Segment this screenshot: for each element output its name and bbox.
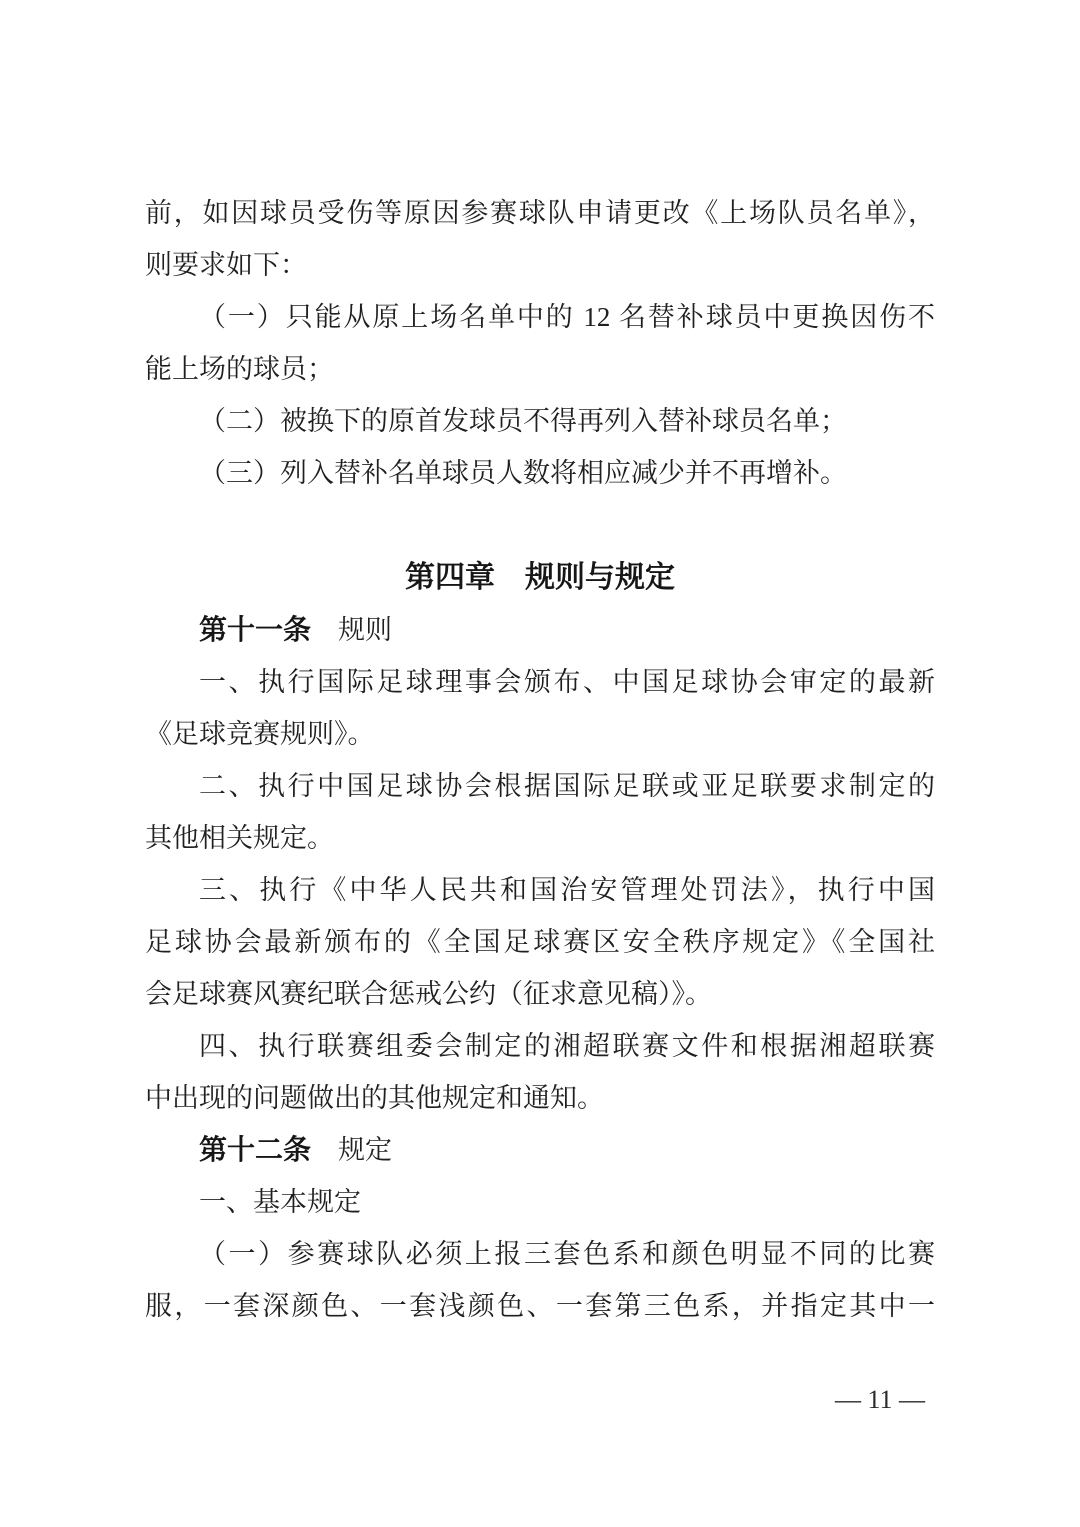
chapter-heading <box>145 552 935 604</box>
list-item-line: 能上场的球员； <box>145 354 334 384</box>
intro-line: 则要求如下： <box>145 250 307 280</box>
article-term: 第十二条 <box>199 1135 312 1166</box>
chapter-number: 第四章 <box>405 561 495 594</box>
rule-line: 二、执行中国足球协会根据国际足联或亚足联要求制定的 <box>199 771 935 801</box>
rule-line: 其他相关规定。 <box>145 823 334 853</box>
article-heading <box>145 604 935 656</box>
regulation-line: 一、基本规定 <box>199 1187 361 1217</box>
rule-line: 三、执行《中华人民共和国治安管理处罚法》，执行中国 <box>199 875 935 905</box>
list-item-line: （三）列入替补名单球员人数将相应减少并不再增补。 <box>199 458 847 488</box>
chapter-title: 规则与规定 <box>525 561 675 594</box>
rule-line: 中出现的问题做出的其他规定和通知。 <box>145 1083 604 1113</box>
list-item-line: （二）被换下的原首发球员不得再列入替补球员名单； <box>199 406 847 436</box>
article-title: 规则 <box>338 615 393 645</box>
rule-line: 一、执行国际足球理事会颁布、中国足球协会审定的最新 <box>199 667 935 697</box>
page-number: — 11 — <box>834 1385 925 1414</box>
rule-line: 四、执行联赛组委会制定的湘超联赛文件和根据湘超联赛 <box>199 1031 935 1061</box>
rule-line: 足球协会最新颁布的《全国足球赛区安全秩序规定》《全国社 <box>145 927 935 957</box>
page-footer <box>145 1374 935 1426</box>
article-heading <box>145 1124 935 1176</box>
intro-line: 前，如因球员受伤等原因参赛球队申请更改《上场队员名单》， <box>145 198 935 228</box>
regulation-line: （一）参赛球队必须上报三套色系和颜色明显不同的比赛 <box>199 1239 935 1269</box>
regulation-line: 服，一套深颜色、一套浅颜色、一套第三色系，并指定其中一 <box>145 1291 935 1321</box>
rule-line: 会足球赛风赛纪联合惩戒公约（征求意见稿）》。 <box>145 979 712 1009</box>
article-term: 第十一条 <box>199 615 312 646</box>
list-item-line: （一）只能从原上场名单中的 12 名替补球员中更换因伤不 <box>199 302 935 332</box>
article-title: 规定 <box>338 1135 393 1165</box>
rule-line: 《足球竞赛规则》。 <box>145 719 375 749</box>
